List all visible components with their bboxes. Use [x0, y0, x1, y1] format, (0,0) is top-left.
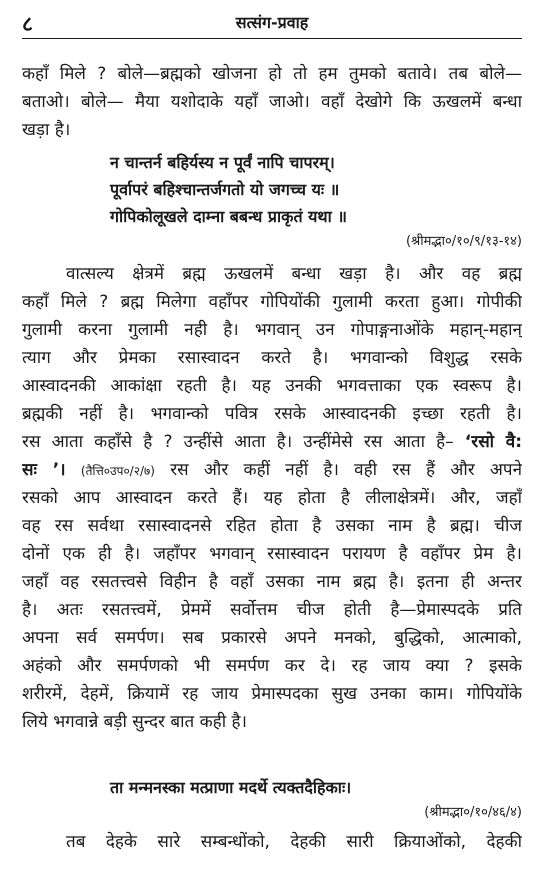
text-line: बताओ। बोले— मैया यशोदाके यहाँ जाओ। वहाँ देखोगे कि ऊखलमें बन्धा — [22, 92, 522, 112]
text-line: है। अतः रसतत्त्वमें, प्रेममें सर्वोत्तम चीज होती है—प्रेमास्पदके प्रति — [22, 600, 522, 620]
verse-block-2 — [22, 774, 522, 825]
text-line: तब देहके सारे सम्बन्धोंको, देहकी सारी क्रियाओंको, देहकी — [66, 832, 522, 852]
text-line: लिये भगवान्ने बड़ी सुन्दर बात कही है। — [22, 712, 247, 732]
text-line: रसको आप आस्वादन करते हैं। यह होता है लीलाक्षेत्रमें। और, जहाँ — [22, 488, 522, 508]
page-number: ८ — [22, 12, 33, 36]
text-line: दोनों एक ही है। जहाँपर भगवान् रसास्वादन परायण है वहाँपर प्रेम है। — [22, 544, 522, 564]
header-rule — [22, 38, 522, 39]
verse-block-1 — [22, 149, 522, 254]
text-line: कहाँ मिले ? ब्रह्म मिलेगा वहाँपर गोपियोंकी गुलामी करता हुआ। गोपीकी — [22, 292, 522, 312]
text-line: गुलामी करना गुलामी नही है। भगवान् उन गोपाङ्गनाओंके महान्-महान् — [22, 320, 522, 340]
text-line-with-reference — [22, 456, 522, 484]
verse-citation: (श्रीमद्भा०/१०/४६/४) — [424, 805, 522, 820]
verse-line: न चान्तर्न बहिर्यस्य न पूर्वं नापि चापरम्। — [110, 153, 335, 172]
verse-citation: (श्रीमद्भा०/१०/९/१३-१४) — [405, 234, 522, 249]
text-line: आस्वादनकी आकांक्षा रहती है। यह उनकी भगवत्ताका एक स्वरूप है। — [22, 376, 522, 396]
running-title: सत्संग-प्रवाह — [235, 13, 309, 32]
text-line: शरीरमें, देहमें, क्रियामें रह जाय प्रेमास्पदका सुख उनका काम। गोपियोंके — [22, 684, 522, 704]
text-line: कहाँ मिले ? बोले—ब्रह्मको खोजना हो तो हम तुमको बतावे। तब बोले— — [22, 64, 522, 84]
quoted-phrase-end: सः ’। — [22, 460, 66, 480]
verse-line: गोपिकोलूखले दाम्ना बबन्ध प्राकृतं यथा ॥ — [110, 207, 347, 226]
text-segment: रस आता कहाँसे है ? उन्हींसे आता है। उन्हींमेसे रस आता है– — [22, 432, 454, 452]
text-line: अपना सर्व समर्पण। सब प्रकारसे अपने मनको, बुद्धिको, आत्माको, — [22, 628, 522, 648]
quoted-phrase: ‘रसो वै: — [464, 432, 522, 452]
verse-line: ता मन्मनस्का मत्प्राणा मदर्थे त्यक्तदैहिकाः। — [110, 778, 352, 797]
main-paragraph — [22, 260, 522, 736]
book-page — [22, 0, 522, 852]
text-line: वह रस सर्वथा रसास्वादनसे रहित होता है उसका नाम है ब्रह्म। चीज — [22, 516, 522, 536]
page-header — [22, 0, 522, 46]
closing-paragraph — [22, 828, 522, 856]
text-line: अहंको और समर्पणको भी समर्पण कर दे। रह जाय क्या ? इसके — [22, 656, 522, 676]
text-line: जहाँ वह रसतत्त्वसे विहीन है वहाँ उसका नाम ब्रह्म है। इतना ही अन्तर — [22, 572, 522, 592]
intro-paragraph — [22, 60, 522, 144]
scripture-reference: (तैत्ति०उप०/२/७) — [80, 464, 155, 478]
text-line: ब्रह्मकी नहीं है। भगवान्को पवित्र रसके आस्वादनकी इच्छा रहती है। — [22, 404, 522, 424]
text-line-with-quote — [22, 428, 522, 456]
text-line: वात्सल्य क्षेत्रमें ब्रह्म ऊखलमें बन्धा खड़ा है। और वह ब्रह्म — [66, 264, 522, 284]
text-line: खड़ा है। — [22, 120, 71, 140]
text-line: त्याग और प्रेमका रसास्वादन करते है। भगवान्को विशुद्ध रसके — [22, 348, 522, 368]
text-segment: रस और कहीं नहीं है। वही रस हैं और अपने — [170, 460, 522, 480]
verse-line: पूर्वापरं बहिश्चान्तर्जगतो यो जगच्च यः ॥ — [110, 180, 340, 199]
